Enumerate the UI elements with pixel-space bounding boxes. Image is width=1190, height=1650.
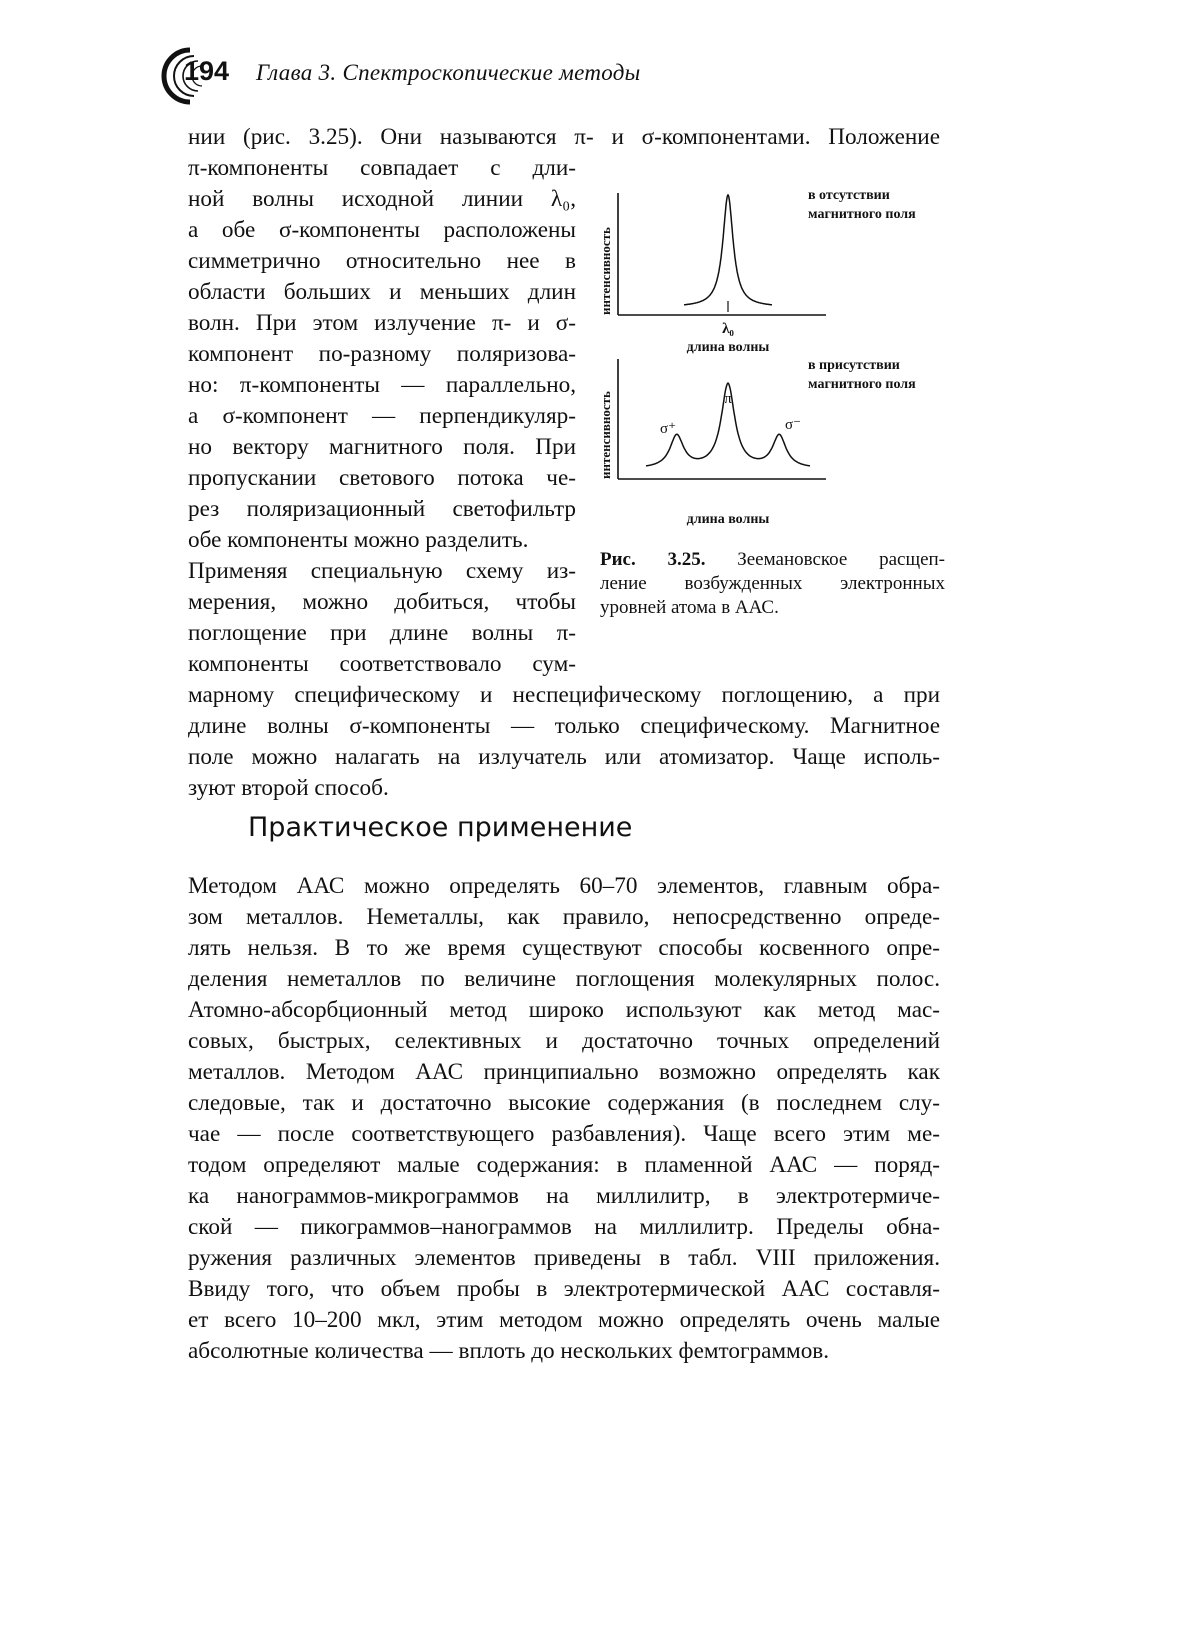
legend-field-line2: магнитного поля	[808, 377, 916, 392]
x-axis-label: длина волны	[686, 340, 770, 355]
chart-bottom-panel	[598, 358, 916, 527]
text-line: волн. При этом излучение π- и σ-	[188, 310, 576, 336]
text-line: деления неметаллов по величине поглощения молекулярных полос.	[188, 966, 940, 992]
text-line: мерения, можно добиться, чтобы	[188, 589, 576, 615]
text-line: совых, быстрых, селективных и достаточно точных определений	[188, 1028, 940, 1054]
text-line: лять нельзя. В то же время существуют способы косвенного опре-	[188, 935, 940, 961]
text-line: следовые, так и достаточно высокие содержания (в последнем слу-	[188, 1090, 940, 1116]
legend-field-line1: в присутствии	[808, 358, 900, 373]
text-line: симметрично относительно нее в	[188, 248, 576, 274]
legend-no-field-line1: в отсутствии	[808, 188, 890, 203]
text-line: компоненты соответствовало сум-	[188, 651, 576, 677]
text-line: пропускании светового потока че-	[188, 465, 576, 491]
peak-label-sigma-minus: σ⁻	[784, 417, 802, 433]
text-line: ной волны исходной линии λ₀,	[188, 186, 576, 212]
text-line: обе компоненты можно разделить.	[188, 527, 529, 553]
text-line: а σ-компонент — перпендикуляр-	[188, 403, 576, 429]
text-line: но вектору магнитного поля. При	[188, 434, 576, 460]
legend-no-field-line2: магнитного поля	[808, 207, 916, 222]
running-head: Глава 3. Спектроскопические методы	[256, 60, 641, 85]
figure-caption	[600, 548, 945, 620]
figure-zeeman-splitting	[596, 175, 951, 535]
text-line: тодом определяют малые содержания: в пламенной ААС — поряд-	[188, 1152, 940, 1178]
text-line: Методом ААС можно определять 60–70 элементов, главным обра-	[188, 873, 940, 899]
caption-line: ление возбужденных электронных	[600, 573, 945, 594]
peak-label-pi: π	[724, 391, 732, 407]
paragraph-intro-top	[188, 122, 940, 153]
text-line: ет всего 10–200 мкл, этим методом можно определять очень малые	[188, 1307, 940, 1333]
paragraph-applications	[188, 871, 940, 1367]
text-line: а обе σ-компоненты расположены	[188, 217, 576, 243]
text-line: абсолютные количества — вплоть до нескольких фемтограммов.	[188, 1338, 830, 1364]
text-line: рез поляризационный светофильтр	[188, 496, 576, 522]
peak-label-sigma-plus: σ⁺	[659, 421, 677, 437]
page-number: 194	[184, 56, 230, 86]
paragraph-intro-bottom	[188, 680, 940, 804]
text-line: но: π-компоненты — параллельно,	[188, 372, 576, 398]
text-line: Атомно-абсорбционный метод широко используют как метод мас-	[188, 997, 940, 1023]
text-line: длине волны σ-компоненты — только специфическому. Магнитное	[188, 713, 940, 739]
caption-line: уровней атома в ААС.	[600, 597, 779, 618]
x-axis-label: длина волны	[686, 512, 770, 527]
text-line: области больших и меньших длин	[188, 279, 576, 305]
y-axis-label: интенсивность	[598, 227, 613, 315]
text-line: ка нанограммов-микрограммов на миллилитр, в электротермиче-	[188, 1183, 940, 1209]
y-axis-label: интенсивность	[598, 391, 613, 479]
page-header	[160, 44, 940, 114]
section-heading: Практическое применение	[248, 812, 633, 843]
peak-label-lambda0: λ₀	[722, 321, 734, 337]
text-line: нии (рис. 3.25). Они называются π- и σ-компонентами. Положение	[188, 124, 940, 150]
text-line: марному специфическому и неспецифическому поглощению, а при	[188, 682, 940, 708]
text-line: поле можно налагать на излучатель или атомизатор. Чаще исполь-	[188, 744, 940, 770]
text-line: ружения различных элементов приведены в табл. VIII приложения.	[188, 1245, 940, 1271]
text-line: зуют второй способ.	[188, 775, 389, 801]
text-line: металлов. Методом ААС принципиально возможно определять как	[188, 1059, 940, 1085]
text-line: π-компоненты совпадает с дли-	[188, 155, 576, 181]
text-line: чае — после соответствующего разбавления). Чаще всего этим ме-	[188, 1121, 940, 1147]
paragraph-wrapped-column	[188, 153, 576, 680]
text-line: компонент по-разному поляризова-	[188, 341, 576, 367]
text-line: Ввиду того, что объем пробы в электротермической ААС составля-	[188, 1276, 940, 1302]
text-line: Применяя специальную схему из-	[188, 558, 576, 584]
text-line: поглощение при длине волны π-	[188, 620, 576, 646]
text-line: ской — пикограммов–нанограммов на миллилитр. Пределы обна-	[188, 1214, 940, 1240]
caption-label: Рис. 3.25.	[600, 549, 706, 570]
curve-no-field	[684, 195, 772, 305]
text-line: зом металлов. Неметаллы, как правило, непосредственно опреде-	[188, 904, 940, 930]
caption-text: Зеемановское расщеп-	[737, 549, 946, 570]
chart-top-panel	[598, 188, 916, 355]
caption-line	[600, 548, 945, 572]
